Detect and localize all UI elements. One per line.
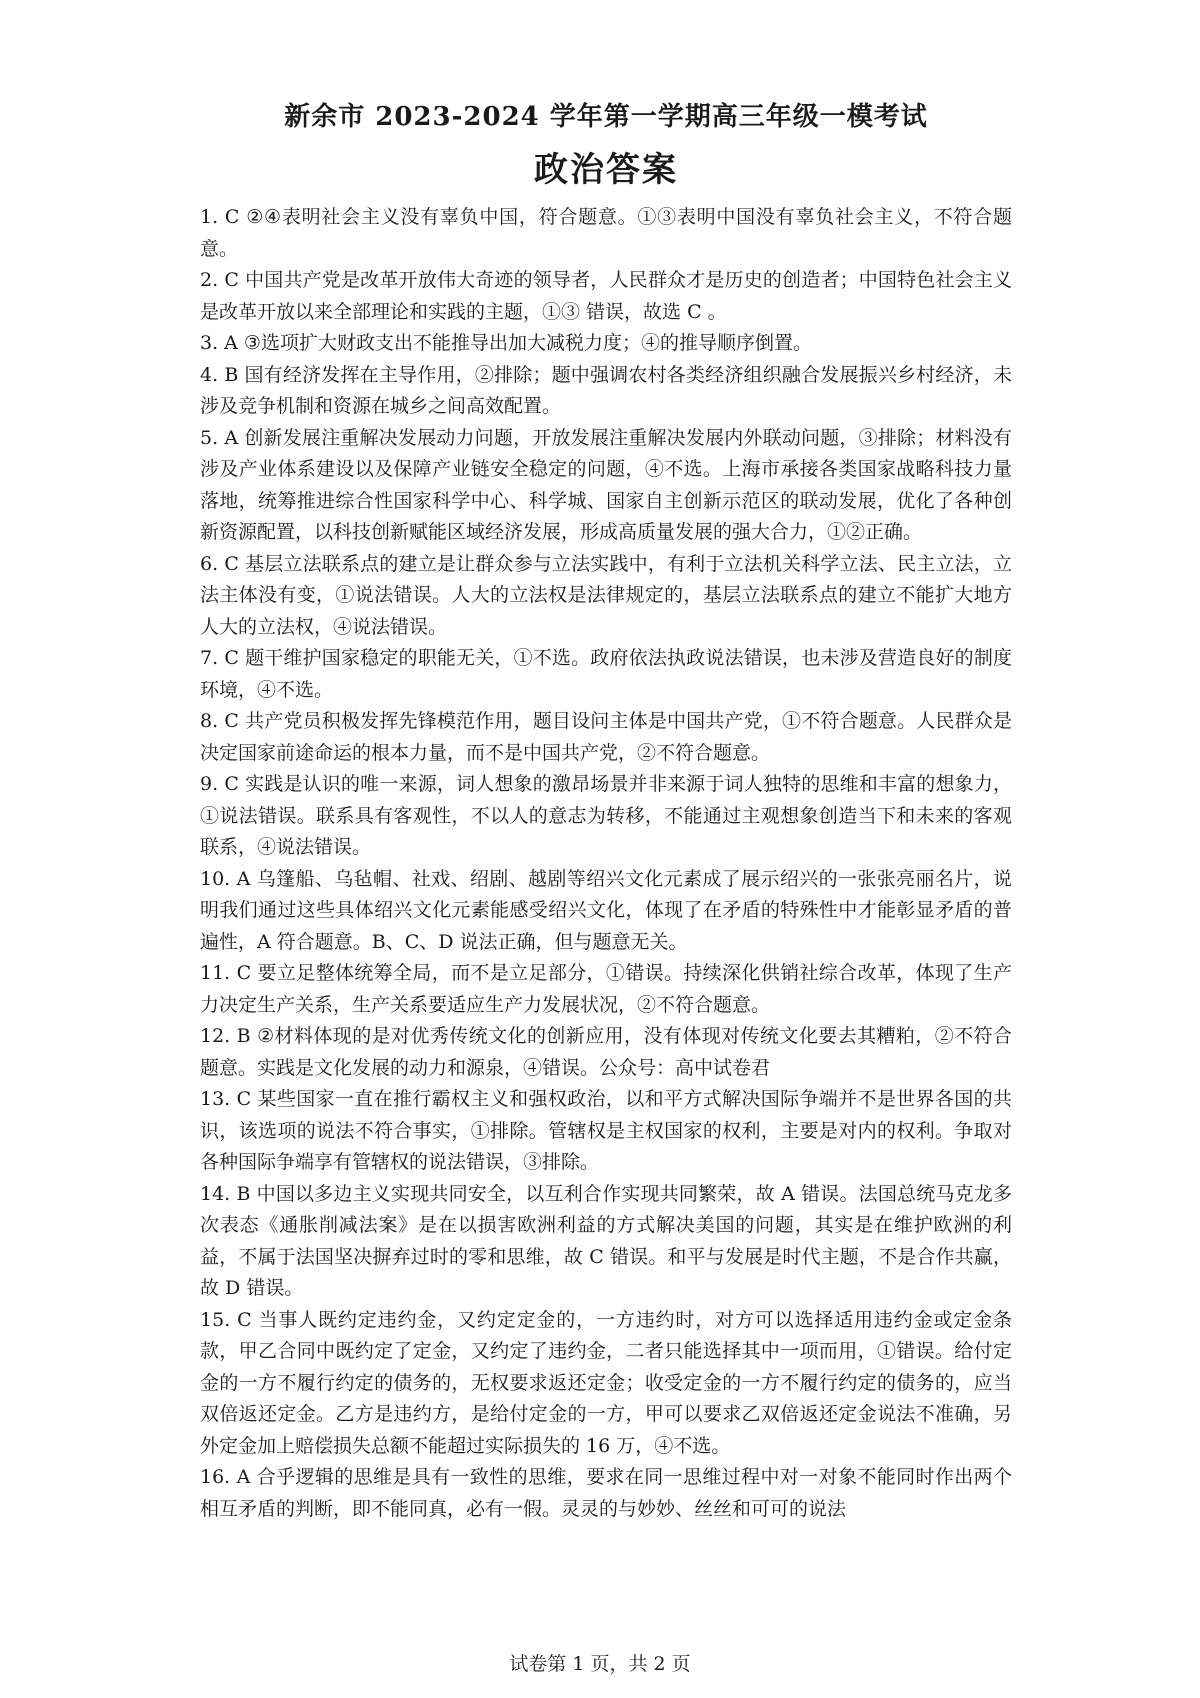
answer-item-10: 10. A 乌篷船、乌毡帽、社戏、绍剧、越剧等绍兴文化元素成了展示绍兴的一张张亮丽名片，说明我们通过这些具体绍兴文化元素能感受绍兴文化，体现了在矛盾的特殊性中才能彰显矛盾的普遍性，A 符合题意。B、C、D 说法正确，但与题意无关。 [200, 867, 1012, 953]
answer-item-11: 11. C 要立足整体统筹全局，而不是立足部分，①错误。持续深化供销社综合改革，体现了生产力决定生产关系，生产关系要适应生产力发展状况，②不符合题意。 [200, 962, 1012, 1016]
answer-item-15: 15. C 当事人既约定违约金，又约定定金的，一方违约时，对方可以选择适用违约金或定金条款，甲乙合同中既约定了定金，又约定了违约金，二者只能选择其中一项而用，①错误。给付定金的一方不履行约定的债务的，无权要求返还定金；收受定金的一方不履行约定的债务的，应当双倍返还定金。乙方是违约方，是给付定金的一方，甲可以要求乙双倍返还定金说法不准确，另外定金加上赔偿损失总额不能超过实际损失的 16 万，④不选。 [200, 1308, 1012, 1457]
answer-item-16: 16. A 合乎逻辑的思维是具有一致性的思维，要求在同一思维过程中对一对象不能同时作出两个相互矛盾的判断，即不能同真，必有一假。灵灵的与妙妙、丝丝和可可的说法 [200, 1466, 1012, 1520]
answer-item-14: 14. B 中国以多边主义实现共同安全，以互利合作实现共同繁荣，故 A 错误。法国总统马克龙多次表态《通胀削减法案》是在以损害欧洲利益的方式解决美国的问题，其实是在维护欧洲的利益，不属于法国坚决摒弃过时的零和思维，故 C 错误。和平与发展是时代主题，不是合作共赢，故 D 错误。 [200, 1182, 1012, 1299]
answer-item-4: 4. B 国有经济发挥在主导作用，②排除；题中强调农村各类经济组织融合发展振兴乡村经济，未涉及竞争机制和资源在城乡之间高效配置。 [200, 363, 1012, 417]
answer-item-9: 9. C 实践是认识的唯一来源，词人想象的激昂场景并非来源于词人独特的思维和丰富的想象力，①说法错误。联系具有客观性，不以人的意志为转移，不能通过主观想象创造当下和未来的客观联系，④说法错误。 [200, 773, 1012, 858]
answer-item-8: 8. C 共产党员积极发挥先锋模范作用，题目设问主体是中国共产党，①不符合题意。人民群众是决定国家前途命运的根本力量，而不是中国共产党，②不符合题意。 [200, 710, 1012, 764]
answer-item-2: 2. C 中国共产党是改革开放伟大奇迹的领导者，人民群众才是历史的创造者；中国特色社会主义是改革开放以来全部理论和实践的主题，①③ 错误，故选 C 。 [200, 269, 1012, 323]
answer-item-1: 1. C ②④表明社会主义没有辜负中国，符合题意。①③表明中国没有辜负社会主义，不符合题意。 [200, 206, 1012, 260]
answer-item-3: 3. A ③选项扩大财政支出不能推导出加大减税力度；④的推导顺序倒置。 [200, 332, 812, 354]
answer-item-13: 13. C 某些国家一直在推行霸权主义和强权政治，以和平方式解决国际争端并不是世界各国的共识，该选项的说法不符合事实，①排除。管辖权是主权国家的权利，主要是对内的权利。争取对各种国际争端享有管辖权的说法错误，③排除。 [200, 1088, 1012, 1173]
answer-item-12: 12. B ②材料体现的是对优秀传统文化的创新应用，没有体现对传统文化要去其糟粕，②不符合题意。实践是文化发展的动力和源泉，④错误。公众号：高中试卷君 [200, 1025, 1012, 1079]
answer-item-6: 6. C 基层立法联系点的建立是让群众参与立法实践中，有利于立法机关科学立法、民主立法，立法主体没有变，①说法错误。人大的立法权是法律规定的，基层立法联系点的建立不能扩大地方人大的立法权，④说法错误。 [200, 552, 1012, 638]
answer-item-7: 7. C 题干维护国家稳定的职能无关，①不选。政府依法执政说法错误，也未涉及营造良好的制度环境，④不选。 [200, 647, 1012, 701]
answer-list [200, 202, 1012, 1525]
document-subtitle: 政治答案 [534, 150, 678, 190]
answer-item-5: 5. A 创新发展注重解决发展动力问题，开放发展注重解决发展内外联动问题，③排除；材料没有涉及产业体系建设以及保障产业链安全稳定的问题，④不选。上海市承接各类国家战略科技力量落地，统筹推进综合性国家科学中心、科学城、国家自主创新示范区的联动发展，优化了各种创新资源配置，以科技创新赋能区域经济发展，形成高质量发展的强大合力，①②正确。 [200, 426, 1012, 543]
page-footer: 试卷第 1 页，共 2 页 [509, 1653, 691, 1675]
document-title: 新余市 2023-2024 学年第一学期高三年级一模考试 [284, 102, 928, 132]
